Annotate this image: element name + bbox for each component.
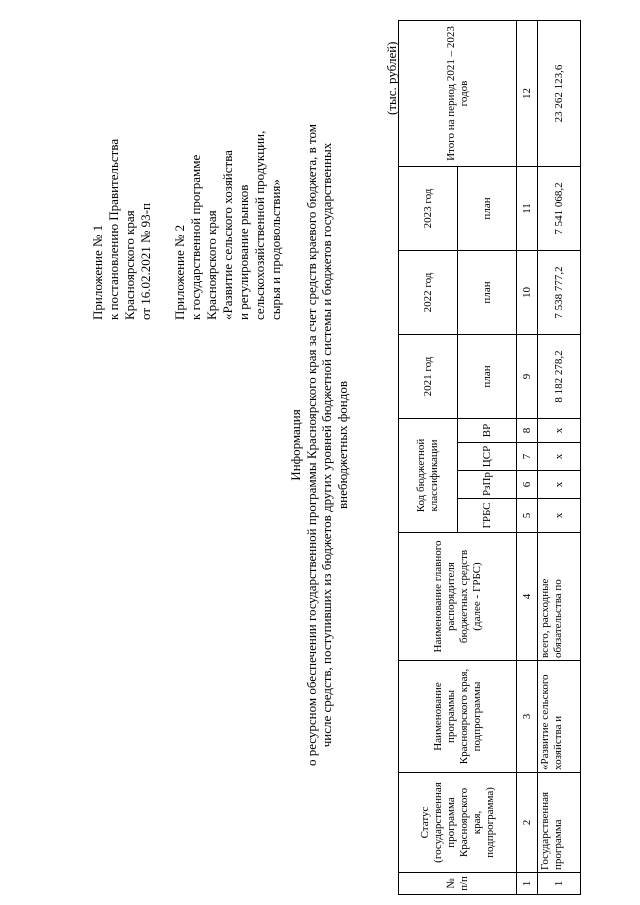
cell-num: 1 bbox=[538, 873, 581, 895]
header-plan-2023: план bbox=[458, 166, 517, 250]
header-plan-2021: план bbox=[458, 334, 517, 418]
cell-2021: 8 182 278,2 bbox=[538, 334, 581, 418]
appendix-1-line: от 16.02.2021 № 93-п bbox=[138, 203, 153, 320]
cell-vr: х bbox=[538, 418, 581, 442]
header-plan-2022: план bbox=[458, 250, 517, 334]
cell-2023: 7 541 068,2 bbox=[538, 166, 581, 250]
title-line: внебюджетных фондов bbox=[334, 381, 350, 509]
col-number: 4 bbox=[517, 533, 538, 661]
cell-2022: 7 538 777,2 bbox=[538, 250, 581, 334]
appendix-2-line: Красноярского края bbox=[204, 210, 219, 320]
cell-status: Государственная программа bbox=[538, 773, 581, 873]
col-number: 6 bbox=[517, 471, 538, 499]
col-number: 3 bbox=[517, 661, 538, 773]
col-number: 2 bbox=[517, 773, 538, 873]
col-number: 8 bbox=[517, 418, 538, 442]
col-number: 12 bbox=[517, 20, 538, 166]
units-label: (тыс. рублей) bbox=[384, 41, 399, 115]
appendix-1-header bbox=[90, 139, 154, 320]
column-number-row bbox=[517, 20, 538, 894]
appendix-1-line: к постановлению Правительства bbox=[106, 138, 121, 320]
cell-rzpr: х bbox=[538, 471, 581, 499]
col-number: 11 bbox=[517, 166, 538, 250]
header-rzpr: РзПр bbox=[458, 471, 517, 499]
cell-grbs-name: всего, расходные обязательства по bbox=[538, 533, 581, 661]
appendix-1-line: Приложение № 1 bbox=[90, 224, 105, 320]
appendix-2-header bbox=[172, 131, 284, 320]
appendix-2-line: «Развитие сельского хозяйства bbox=[220, 150, 235, 320]
cell-total: 23 262 123,6 bbox=[538, 20, 581, 166]
appendix-2-line: к государственной программе bbox=[188, 154, 203, 320]
table-row bbox=[538, 20, 581, 894]
header-total: Итого на период 2021 – 2023 годов bbox=[399, 20, 517, 166]
header-budget-code: Код бюджетной классификации bbox=[399, 418, 458, 532]
header-grbs: ГРБС bbox=[458, 499, 517, 533]
header-2021: 2021 год bbox=[399, 334, 458, 418]
appendix-2-line: сырья и продовольствия» bbox=[268, 179, 283, 320]
col-number: 10 bbox=[517, 250, 538, 334]
cell-csr: х bbox=[538, 443, 581, 471]
header-num: № п/п bbox=[399, 873, 517, 895]
cell-program-name: «Развитие сельского хозяйства и bbox=[538, 661, 581, 773]
appendix-1-line: Красноярского края bbox=[122, 210, 137, 320]
header-vr: ВР bbox=[458, 418, 517, 442]
col-number: 9 bbox=[517, 334, 538, 418]
header-2023: 2023 год bbox=[399, 166, 458, 250]
table-header-row bbox=[399, 20, 458, 894]
title-line: Информация bbox=[288, 409, 303, 481]
title-line: о ресурсном обеспечении государственной программы Красноярского края за счет средств краевого бюджета, в том bbox=[303, 123, 319, 767]
header-2022: 2022 год bbox=[399, 250, 458, 334]
col-number: 1 bbox=[517, 873, 538, 895]
header-grbs-name: Наименование главного распорядителя бюджетных средств (далее - ГРБС) bbox=[399, 533, 517, 661]
appendix-2-line: сельскохозяйственной продукции, bbox=[252, 130, 267, 320]
resource-table bbox=[398, 20, 581, 895]
header-status: Статус (государственная программа Красноярского края, подпрограмма) bbox=[399, 773, 517, 873]
cell-grbs: х bbox=[538, 499, 581, 533]
col-number: 5 bbox=[517, 499, 538, 533]
header-program-name: Наименование программы Красноярского края, подпрограммы bbox=[399, 661, 517, 773]
document-title bbox=[288, 85, 350, 805]
header-csr: ЦСР bbox=[458, 443, 517, 471]
title-line: числе средств, поступивших из бюджетов других уровней бюджетной системы и бюджетов государственных bbox=[319, 142, 334, 748]
appendix-2-line: Приложение № 2 bbox=[172, 224, 187, 320]
appendix-2-line: и регулирование рынков bbox=[236, 184, 251, 320]
col-number: 7 bbox=[517, 443, 538, 471]
